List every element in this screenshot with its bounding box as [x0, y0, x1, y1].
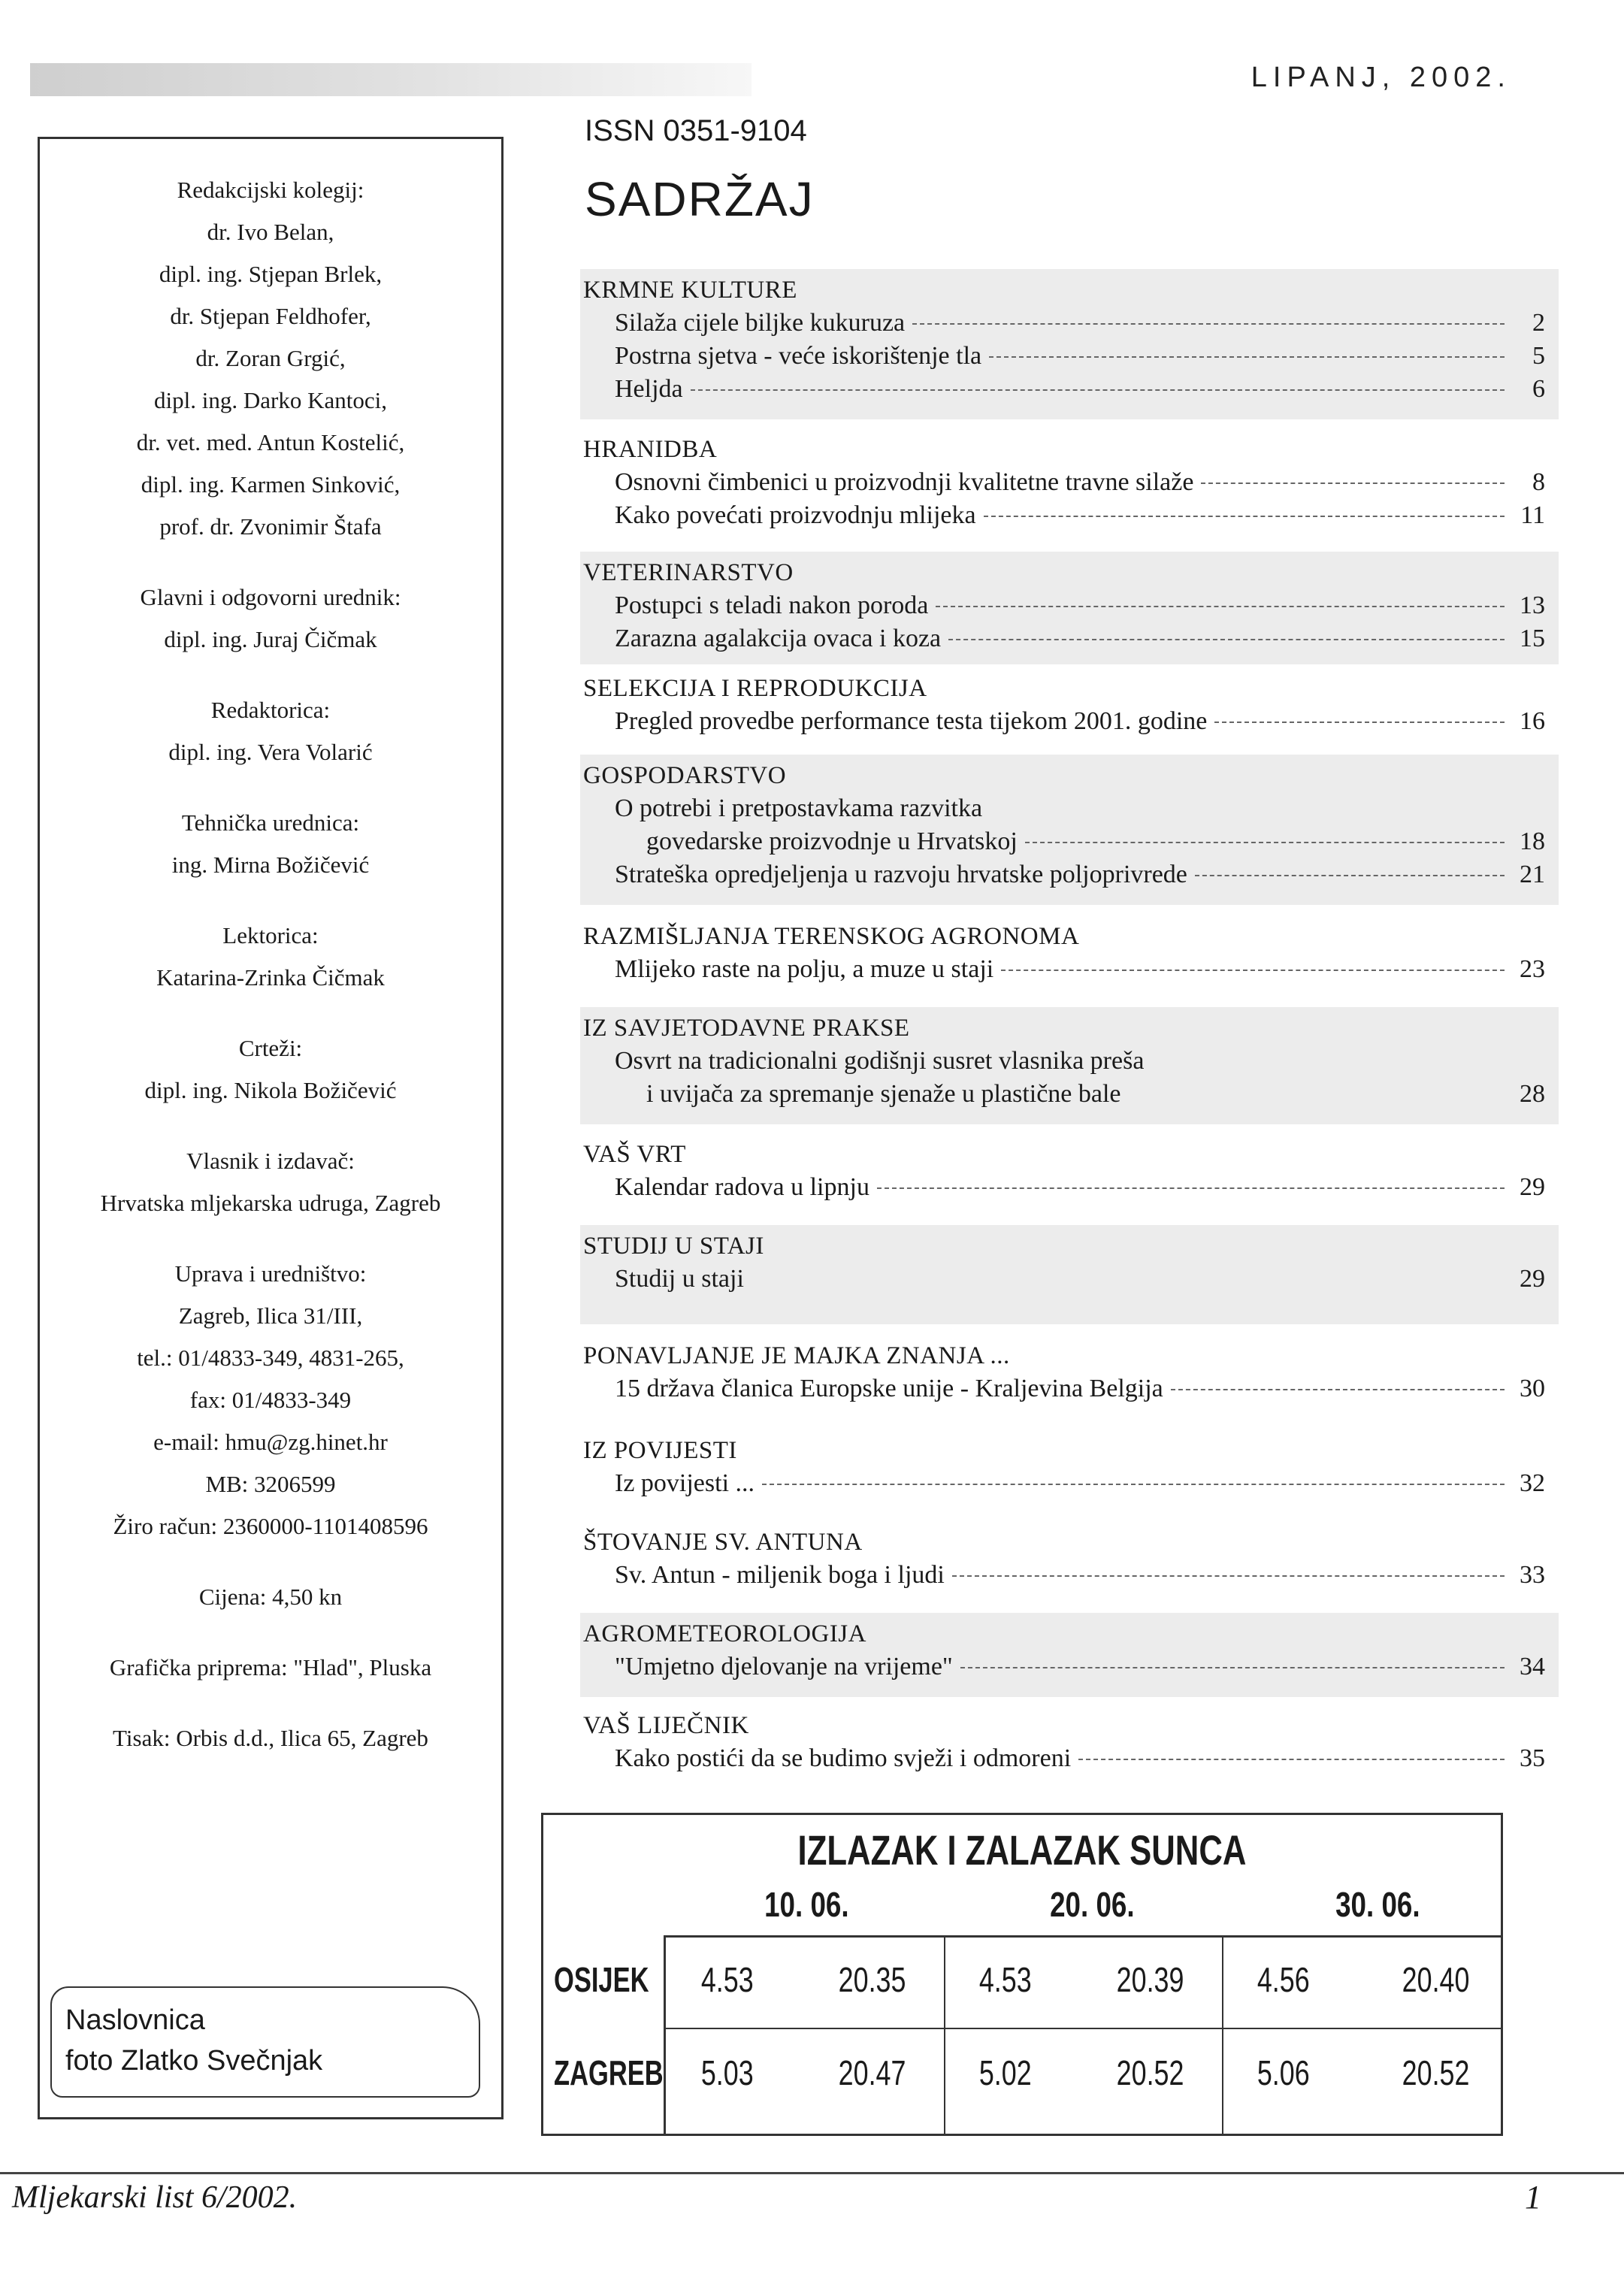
toc-entry[interactable] — [580, 622, 1559, 655]
bank-account: Žiro račun: 2360000-1101408596 — [113, 1513, 428, 1539]
editorial-board-member: dr. Ivo Belan, — [207, 219, 334, 245]
toc-entry-title: Strateška opredjeljenja u razvoju hrvatske poljoprivrede — [615, 861, 1187, 888]
toc-entry-title: Kalendar radova u lipnju — [615, 1173, 869, 1201]
toc-heading: VAŠ VRT — [583, 1141, 686, 1168]
toc-heading: GOSPODARSTVO — [583, 762, 787, 789]
issn: ISSN 0351-9104 — [585, 114, 807, 147]
toc-heading: IZ SAVJETODAVNE PRAKSE — [583, 1015, 910, 1042]
toc-entry-title: Pregled provedbe performance testa tijekom 2001. godine — [615, 707, 1208, 735]
toc-heading: PONAVLJANJE JE MAJKA ZNANJA ... — [583, 1342, 1010, 1369]
toc-heading: VETERINARSTVO — [583, 559, 794, 586]
cover-credit-box — [50, 1986, 480, 2098]
chief-editor-label: Glavni i odgovorni urednik: — [140, 584, 401, 610]
credits-list — [40, 169, 501, 1759]
toc-heading: STUDIJ U STAJI — [583, 1233, 764, 1260]
publication-name: Mljekarski list 6/2002. — [12, 2180, 298, 2215]
toc-entry-page: 28 — [1520, 1080, 1545, 1108]
fax: fax: 01/4833-349 — [189, 1387, 352, 1413]
toc-heading: ŠTOVANJE SV. ANTUNA — [583, 1529, 863, 1556]
toc-section — [580, 269, 1559, 419]
toc-entry-page: 29 — [1520, 1173, 1545, 1201]
toc-entry-page: 16 — [1520, 707, 1545, 735]
toc-section — [580, 552, 1559, 664]
toc-entry-page: 21 — [1520, 861, 1545, 888]
toc-entry[interactable] — [580, 589, 1559, 622]
issue-date: LIPANJ, 2002. — [1251, 62, 1511, 93]
footer-rule — [0, 2172, 1624, 2174]
toc-entry-page: 35 — [1520, 1744, 1545, 1772]
toc-entry-page: 29 — [1520, 1265, 1545, 1293]
sun-time: 20.52 — [1116, 2053, 1184, 2092]
toc-entry[interactable] — [580, 1559, 1559, 1592]
toc-heading: VAŠ LIJEČNIK — [583, 1712, 749, 1739]
prepress: Grafička priprema: "Hlad", Pluska — [109, 1654, 432, 1680]
toc-entry[interactable] — [580, 1078, 1559, 1111]
toc-section — [580, 1613, 1559, 1697]
sun-time: 20.35 — [838, 1960, 906, 1999]
city-name: OSIJEK — [554, 1960, 649, 1999]
toc-entry-title: "Umjetno djelovanje na vrijeme" — [615, 1653, 953, 1680]
toc-entry[interactable] — [580, 1372, 1559, 1405]
toc-entry-title: i uvijača za spremanje sjenaže u plastične bale — [646, 1080, 1121, 1108]
sun-date: 10. 06. — [764, 1885, 849, 1924]
editorial-board-member: dr. Stjepan Feldhofer, — [170, 303, 371, 329]
toc-section — [580, 915, 1559, 997]
sun-time: 20.52 — [1402, 2053, 1470, 2092]
toc-section — [580, 428, 1559, 540]
cover-photographer: foto Zlatko Svečnjak — [65, 2045, 323, 2077]
toc-heading: SELEKCIJA I REPRODUKCIJA — [583, 675, 927, 702]
sun-table-title: IZLAZAK I ZALAZAK SUNCA — [797, 1826, 1247, 1874]
toc-entry-title: Mlijeko raste na polju, a muze u staji — [615, 955, 994, 983]
toc-heading: RAZMIŠLJANJA TERENSKOG AGRONOMA — [583, 923, 1080, 950]
toc-entry-title: Postrna sjetva - veće iskorištenje tla — [615, 342, 982, 370]
toc-entry[interactable] — [580, 953, 1559, 986]
cover-label: Naslovnica — [65, 2004, 205, 2036]
toc-entry[interactable] — [580, 1263, 1559, 1296]
sun-time: 20.39 — [1116, 1960, 1184, 1999]
toc-entry-page: 23 — [1520, 955, 1545, 983]
toc-entry-page: 30 — [1520, 1375, 1545, 1402]
sun-time: 4.53 — [978, 1960, 1032, 1999]
sun-row — [543, 2027, 1501, 2117]
toc-entry-title: Osnovni čimbenici u proizvodnji kvalitetne travne silaže — [615, 468, 1194, 496]
toc-entry[interactable] — [580, 858, 1559, 891]
drawings-label: Crteži: — [238, 1035, 303, 1061]
editor-label: Redaktorica: — [210, 697, 331, 723]
toc-entry-page: 8 — [1532, 468, 1545, 496]
toc-entry-title: Kako povećati proizvodnju mlijeka — [615, 501, 976, 529]
toc-section — [580, 1225, 1559, 1324]
editorial-board-member: dipl. ing. Karmen Sinković, — [141, 471, 401, 498]
sun-time: 4.53 — [700, 1960, 754, 1999]
city-name: ZAGREB — [554, 2053, 664, 2092]
toc-heading: HRANIDBA — [583, 436, 718, 463]
toc-entry[interactable] — [580, 1742, 1559, 1775]
email: e-mail: hmu@zg.hinet.hr — [153, 1429, 388, 1455]
toc-heading: AGROMETEOROLOGIJA — [583, 1620, 866, 1647]
toc-entry-title: govedarske proizvodnje u Hrvatskoj — [646, 827, 1018, 855]
owner-label: Vlasnik i izdavač: — [186, 1148, 355, 1174]
toc-entry-title: Iz povijesti ... — [615, 1469, 755, 1497]
proofreader: Katarina-Zrinka Čičmak — [156, 964, 385, 991]
toc-entry-page: 34 — [1520, 1653, 1545, 1680]
owner: Hrvatska mljekarska udruga, Zagreb — [100, 1190, 441, 1216]
toc-entry-page: 32 — [1520, 1469, 1545, 1497]
toc-entry-page: 5 — [1532, 342, 1545, 370]
chief-editor: dipl. ing. Juraj Čičmak — [164, 626, 377, 652]
sun-time: 20.40 — [1402, 1960, 1470, 1999]
page-title: SADRŽAJ — [585, 172, 815, 226]
toc-entry[interactable] — [580, 825, 1559, 858]
toc-entry-page: 18 — [1520, 827, 1545, 855]
toc-entry-title: Heljda — [615, 375, 683, 403]
tech-editor-label: Tehnička urednica: — [181, 809, 360, 836]
toc-entry-page: 6 — [1532, 375, 1545, 403]
drawings: dipl. ing. Nikola Božičević — [144, 1077, 397, 1103]
toc-entry[interactable] — [580, 307, 1559, 340]
toc-entry-page: 15 — [1520, 625, 1545, 652]
toc-entry[interactable] — [580, 1650, 1559, 1683]
sunrise-sunset-table — [541, 1813, 1503, 2136]
toc-entry[interactable] — [580, 705, 1559, 738]
header-band — [30, 63, 752, 96]
telephone: tel.: 01/4833-349, 4831-265, — [137, 1345, 404, 1371]
toc-section — [580, 1521, 1559, 1605]
toc-entry-title: Zarazna agalakcija ovaca i koza — [615, 625, 942, 652]
toc-entry[interactable] — [580, 499, 1559, 532]
toc-entry-page: 13 — [1520, 591, 1545, 619]
toc-section — [580, 667, 1559, 749]
toc-entry-page: 11 — [1520, 501, 1545, 529]
toc-entry-title: O potrebi i pretpostavkama razvitka — [615, 794, 983, 822]
toc-section — [580, 1705, 1559, 1789]
toc-entry-title: Postupci s teladi nakon poroda — [615, 591, 929, 619]
editor: dipl. ing. Vera Volarić — [168, 739, 373, 765]
sun-time: 5.03 — [700, 2053, 754, 2092]
mb-number: MB: 3206599 — [205, 1471, 336, 1497]
sun-time: 4.56 — [1257, 1960, 1310, 1999]
editorial-board-label: Redakcijski kolegij: — [177, 177, 364, 203]
address: Zagreb, Ilica 31/III, — [178, 1302, 363, 1329]
printer: Tisak: Orbis d.d., Ilica 65, Zagreb — [113, 1725, 428, 1751]
toc-entry[interactable] — [580, 466, 1559, 499]
editorial-board-member: prof. dr. Zvonimir Štafa — [159, 513, 382, 540]
toc-entry-title: 15 država članica Europske unije - Kraljevina Belgija — [615, 1375, 1163, 1402]
editorial-board-member: dipl. ing. Darko Kantoci, — [154, 387, 387, 413]
toc-section — [580, 1007, 1559, 1124]
toc-section — [580, 1429, 1559, 1514]
toc-section — [580, 1133, 1559, 1218]
toc-entry-page: 33 — [1520, 1561, 1545, 1589]
toc-heading: KRMNE KULTURE — [583, 277, 797, 304]
sun-time: 20.47 — [838, 2053, 906, 2092]
toc-entry-title: Kako postići da se budimo svježi i odmoreni — [615, 1744, 1072, 1772]
toc-heading: IZ POVIJESTI — [583, 1437, 737, 1464]
toc-entry[interactable] — [580, 340, 1559, 373]
sun-row — [543, 1935, 1501, 2025]
toc-entry[interactable] — [580, 1467, 1559, 1500]
editorial-board-member: dr. Zoran Grgić, — [195, 345, 346, 371]
toc-entry-page: 2 — [1532, 309, 1545, 337]
toc-entry-title: Osvrt na tradicionalni godišnji susret vlasnika preša — [615, 1047, 1145, 1075]
editorial-board-member: dr. vet. med. Antun Kostelić, — [136, 429, 405, 455]
table-of-contents — [580, 269, 1559, 1789]
sun-time: 5.06 — [1257, 2053, 1310, 2092]
toc-section — [580, 1335, 1559, 1419]
credits-panel — [38, 137, 504, 2119]
proofreader-label: Lektorica: — [222, 922, 319, 948]
toc-section — [580, 755, 1559, 905]
tech-editor: ing. Mirna Božičević — [171, 852, 370, 878]
toc-entry-title: Silaža cijele biljke kukuruza — [615, 309, 906, 337]
toc-entry[interactable] — [580, 373, 1559, 406]
office-label: Uprava i uredništvo: — [174, 1260, 367, 1287]
toc-entry-title: Studij u staji — [615, 1265, 744, 1293]
sun-date: 30. 06. — [1335, 1885, 1420, 1924]
page-number: 1 — [1525, 2179, 1541, 2216]
sun-date: 20. 06. — [1050, 1885, 1135, 1924]
price: Cijena: 4,50 kn — [198, 1584, 343, 1610]
sun-time: 5.02 — [978, 2053, 1032, 2092]
toc-entry-title: Sv. Antun - miljenik boga i ljudi — [615, 1561, 945, 1589]
editorial-board-member: dipl. ing. Stjepan Brlek, — [159, 261, 383, 287]
toc-entry[interactable] — [580, 1171, 1559, 1204]
